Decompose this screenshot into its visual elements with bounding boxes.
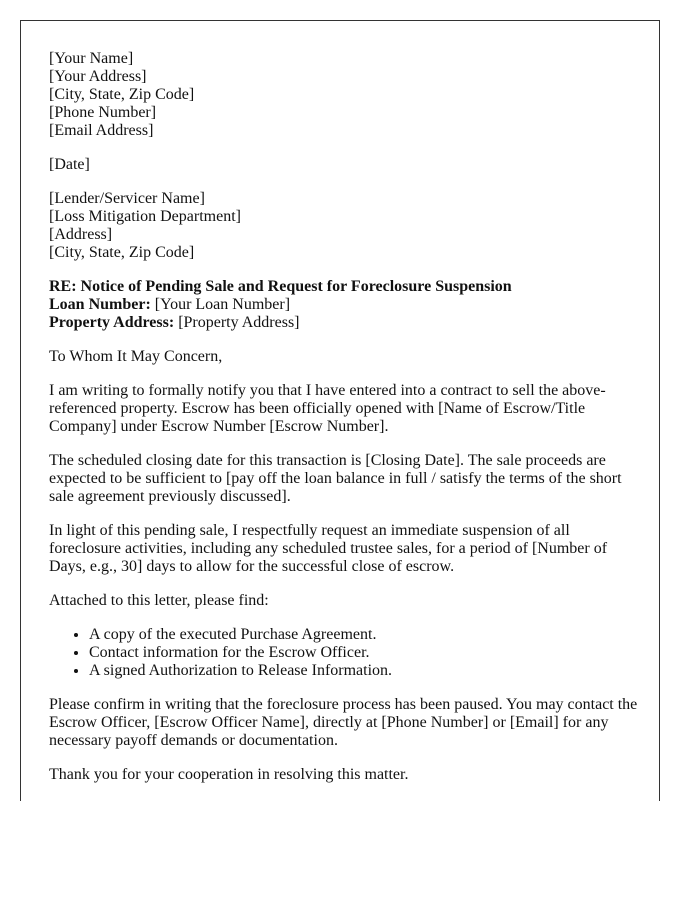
recipient-city-state-zip: [City, State, Zip Code] bbox=[49, 244, 195, 261]
sender-email: [Email Address] bbox=[49, 122, 154, 139]
paragraph-confirmation: Please confirm in writing that the foreclosure process has been paused. You may contact the Escrow Officer, [Escrow Officer Name], directly at [Phone Number] or [Email] for any necessary payoff demands or documentation. bbox=[49, 696, 638, 749]
date-block bbox=[49, 156, 649, 174]
paragraph-suspension-request: In light of this pending sale, I respectfully request an immediate suspension of all foreclosure activities, including any scheduled trustee sales, for a period of [Number of Days, e.g., 30] days to allow for the successful close of escrow. bbox=[49, 522, 608, 575]
paragraph-thanks: Thank you for your cooperation in resolving this matter. bbox=[49, 766, 409, 783]
property-address-value: [Property Address] bbox=[174, 314, 300, 331]
letter-content bbox=[49, 50, 649, 800]
recipient-address: [Address] bbox=[49, 226, 113, 243]
attachments-list bbox=[49, 626, 649, 680]
loan-number-line bbox=[49, 296, 649, 314]
sender-phone: [Phone Number] bbox=[49, 104, 157, 121]
recipient-department: [Loss Mitigation Department] bbox=[49, 208, 241, 225]
property-address-label: Property Address: bbox=[49, 314, 175, 331]
attachment-item: • A signed Authorization to Release Information. bbox=[89, 662, 649, 680]
sender-address: [Your Address] bbox=[49, 68, 147, 85]
sender-block bbox=[49, 50, 649, 140]
attachment-item: • Contact information for the Escrow Officer. bbox=[89, 644, 649, 662]
sender-name: [Your Name] bbox=[49, 50, 134, 67]
recipient-name: [Lender/Servicer Name] bbox=[49, 190, 205, 207]
loan-number-value: [Your Loan Number] bbox=[150, 296, 291, 313]
subject-line bbox=[49, 278, 649, 296]
paragraph-attachments-intro: Attached to this letter, please find: bbox=[49, 592, 269, 609]
sender-city-state-zip: [City, State, Zip Code] bbox=[49, 86, 195, 103]
subject-re: RE: Notice of Pending Sale and Request for Foreclosure Suspension bbox=[49, 278, 512, 295]
paragraph-notification: I am writing to formally notify you that I have entered into a contract to sell the above-referenced property. Escrow has been officially opened with [Name of Escrow/Title Company] under Escrow Number [Escrow Number]. bbox=[49, 382, 606, 435]
letter-date: [Date] bbox=[49, 156, 90, 173]
recipient-block bbox=[49, 190, 649, 262]
paragraph-closing-date: The scheduled closing date for this transaction is [Closing Date]. The sale proceeds are expected to be sufficient to [pay off the loan balance in full / satisfy the terms of the short sale agreement previously discussed]. bbox=[49, 452, 622, 505]
attachment-item: • A copy of the executed Purchase Agreement. bbox=[89, 626, 649, 644]
property-address-line bbox=[49, 314, 649, 332]
salutation: To Whom It May Concern, bbox=[49, 348, 223, 365]
loan-number-label: Loan Number: bbox=[49, 296, 151, 313]
letter-page bbox=[20, 20, 660, 801]
subject-block bbox=[49, 278, 649, 332]
